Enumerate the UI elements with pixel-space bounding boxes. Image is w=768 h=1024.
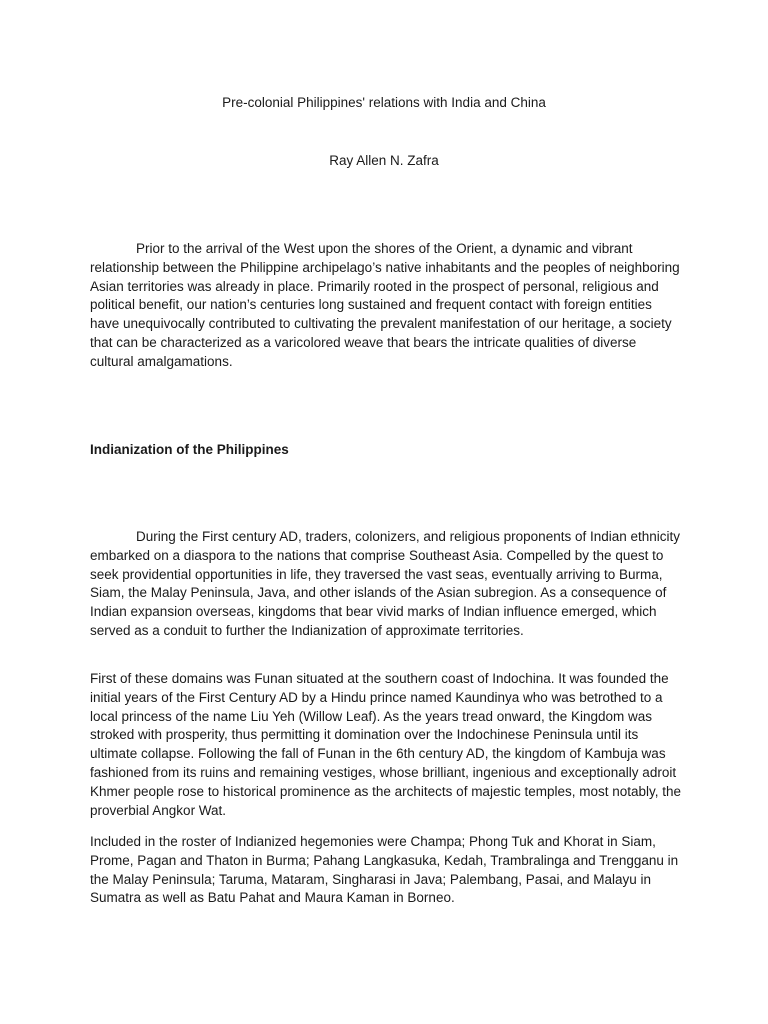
document-title: Pre-colonial Philippines' relations with India and China bbox=[222, 95, 546, 110]
section-heading: Indianization of the Philippines bbox=[90, 442, 289, 457]
section-paragraph-3: Included in the roster of Indianized hegemonies were Champa; Phong Tuk and Khorat in Siam, Prome, Pagan and Thaton in Burma; Pahang Langkasuka, Kedah, Trambralinga and Trengganu in the Malay Peninsula; Taruma, Mataram, Singharasi in Java; Palembang, Pasai, and Malayu in Sumatra as well as Batu Pahat and Maura Kaman in Borneo. bbox=[90, 834, 679, 906]
section-paragraph-2: First of these domains was Funan situated at the southern coast of Indochina. It was founded the initial years of the First Century AD by a Hindu prince named Kaundinya who was betrothed to a local princess of the name Liu Yeh (Willow Leaf). As the years tread onward, the Kingdom was stroked with prosperity, thus permitting it domination over the Indochinese Peninsula until its ultimate collapse. Following the fall of Funan in the 6th century AD, the kingdom of Kambuja was fashioned from its ruins and remaining vestiges, whose brilliant, ingenious and exceptionally adroit Khmer people rose to historical prominence as the architects of majestic temples, most notably, the proverbial Angkor Wat. bbox=[90, 671, 682, 818]
document-author: Ray Allen N. Zafra bbox=[329, 153, 439, 168]
intro-paragraph: Prior to the arrival of the West upon the shores of the Orient, a dynamic and vibrant relationship between the Philippine archipelago’s native inhabitants and the peoples of neighboring Asian territories was already in place. Primarily rooted in the prospect of personal, religious and political benefit, our nation’s centuries long sustained and frequent contact with foreign entities have unequivocally contributed to cultivating the prevalent manifestation of our heritage, a society that can be characterized as a varicolored weave that bears the intricate qualities of diverse cultural amalgamations. bbox=[90, 241, 680, 369]
section-paragraph-1: During the First century AD, traders, colonizers, and religious proponents of Indian ethnicity embarked on a diaspora to the nations that comprise Southeast Asia. Compelled by the quest to seek providential opportunities in life, they traversed the vast seas, eventually arriving to Burma, Siam, the Malay Peninsula, Java, and other islands of the Asian subregion. As a consequence of Indian expansion overseas, kingdoms that bear vivid marks of Indian influence emerged, which served as a conduit to further the Indianization of approximate territories. bbox=[90, 529, 681, 638]
